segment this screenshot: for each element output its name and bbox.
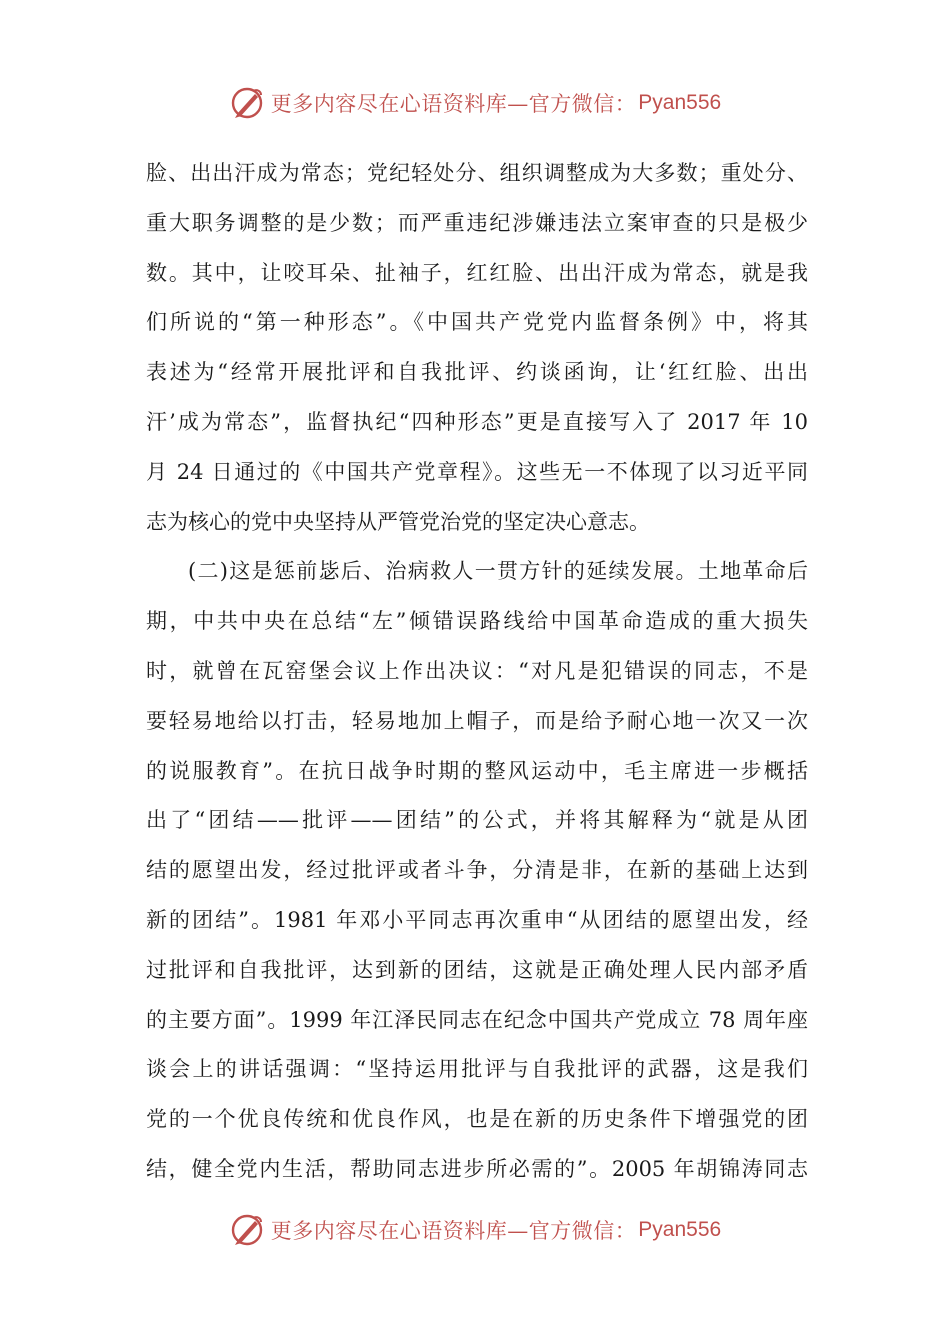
text-line: 过批评和自我批评，达到新的团结，这就是正确处理人民内部矛盾 [146,957,808,982]
banner-wechat-id: Pyan556 [638,1218,722,1241]
text-line: 数。其中，让咬耳朵、扯袖子，红红脸、出出汗成为常态，就是我 [146,260,808,285]
text-line: 时，就曾在瓦窑堡会议上作出决议：“对凡是犯错误的同志，不是 [146,658,808,683]
text-line: 汗’成为常态”，监督执纪“四种形态”更是直接写入了 2017 年 10 [146,409,808,434]
text-line: 表述为“经常开展批评和自我批评、约谈函询，让‘红红脸、出出 [146,360,808,385]
banner-wechat-id: Pyan556 [638,91,722,114]
pen-logo-icon [229,1212,265,1248]
text-line: 脸、出出汗成为常态；党纪轻处分、组织调整成为大多数；重处分、 [146,161,808,185]
text-line: 重大职务调整的是少数；而严重违纪涉嫌违法立案审查的只是极少 [146,210,808,235]
text-line: 党的一个优良传统和优良作风，也是在新的历史条件下增强党的团 [146,1107,808,1132]
text-line: 要轻易地给以打击，轻易地加上帽子，而是给予耐心地一次又一次 [146,708,808,733]
text-line: 结的愿望出发，经过批评或者斗争，分清是非，在新的基础上达到 [146,858,808,883]
text-line: 们所说的“第一种形态”。《中国共产党党内监督条例》中，将其 [146,310,808,335]
footer-banner [0,1210,950,1250]
text-line: 的主要方面”。1999 年江泽民同志在纪念中国共产党成立 78 周年座 [146,1007,808,1032]
header-banner [0,83,950,123]
banner-text: 更多内容尽在心语资料库—官方微信： [270,1219,637,1243]
text-line: 的说服教育”。在抗日战争时期的整风运动中，毛主席进一步概括 [146,758,808,783]
banner-text: 更多内容尽在心语资料库—官方微信： [270,92,637,116]
text-line: 结，健全党内生活，帮助同志进步所必需的”。2005 年胡锦涛同志 [146,1156,808,1181]
text-line: 新的团结”。1981 年邓小平同志再次重申“从团结的愿望出发，经 [146,907,808,932]
text-line: (二)这是惩前毖后、治病救人一贯方针的延续发展。土地革命后 [188,559,808,584]
paragraph [146,149,808,547]
text-line: 谈会上的讲话强调：“坚持运用批评与自我批评的武器，这是我们 [146,1057,808,1082]
text-line: 期，中共中央在总结“左”倾错误路线给中国革命造成的重大损失 [146,609,808,634]
text-line: 出了“团结——批评——团结”的公式，并将其解释为“就是从团 [146,808,808,833]
pen-logo-icon [229,85,265,121]
paragraph [146,547,808,1194]
text-line: 月 24 日通过的《中国共产党章程》。这些无一不体现了以习近平同 [146,459,808,484]
text-line: 志为核心的党中央坚持从严管党治党的坚定决心意志。 [146,509,650,534]
document-body [146,149,808,1195]
